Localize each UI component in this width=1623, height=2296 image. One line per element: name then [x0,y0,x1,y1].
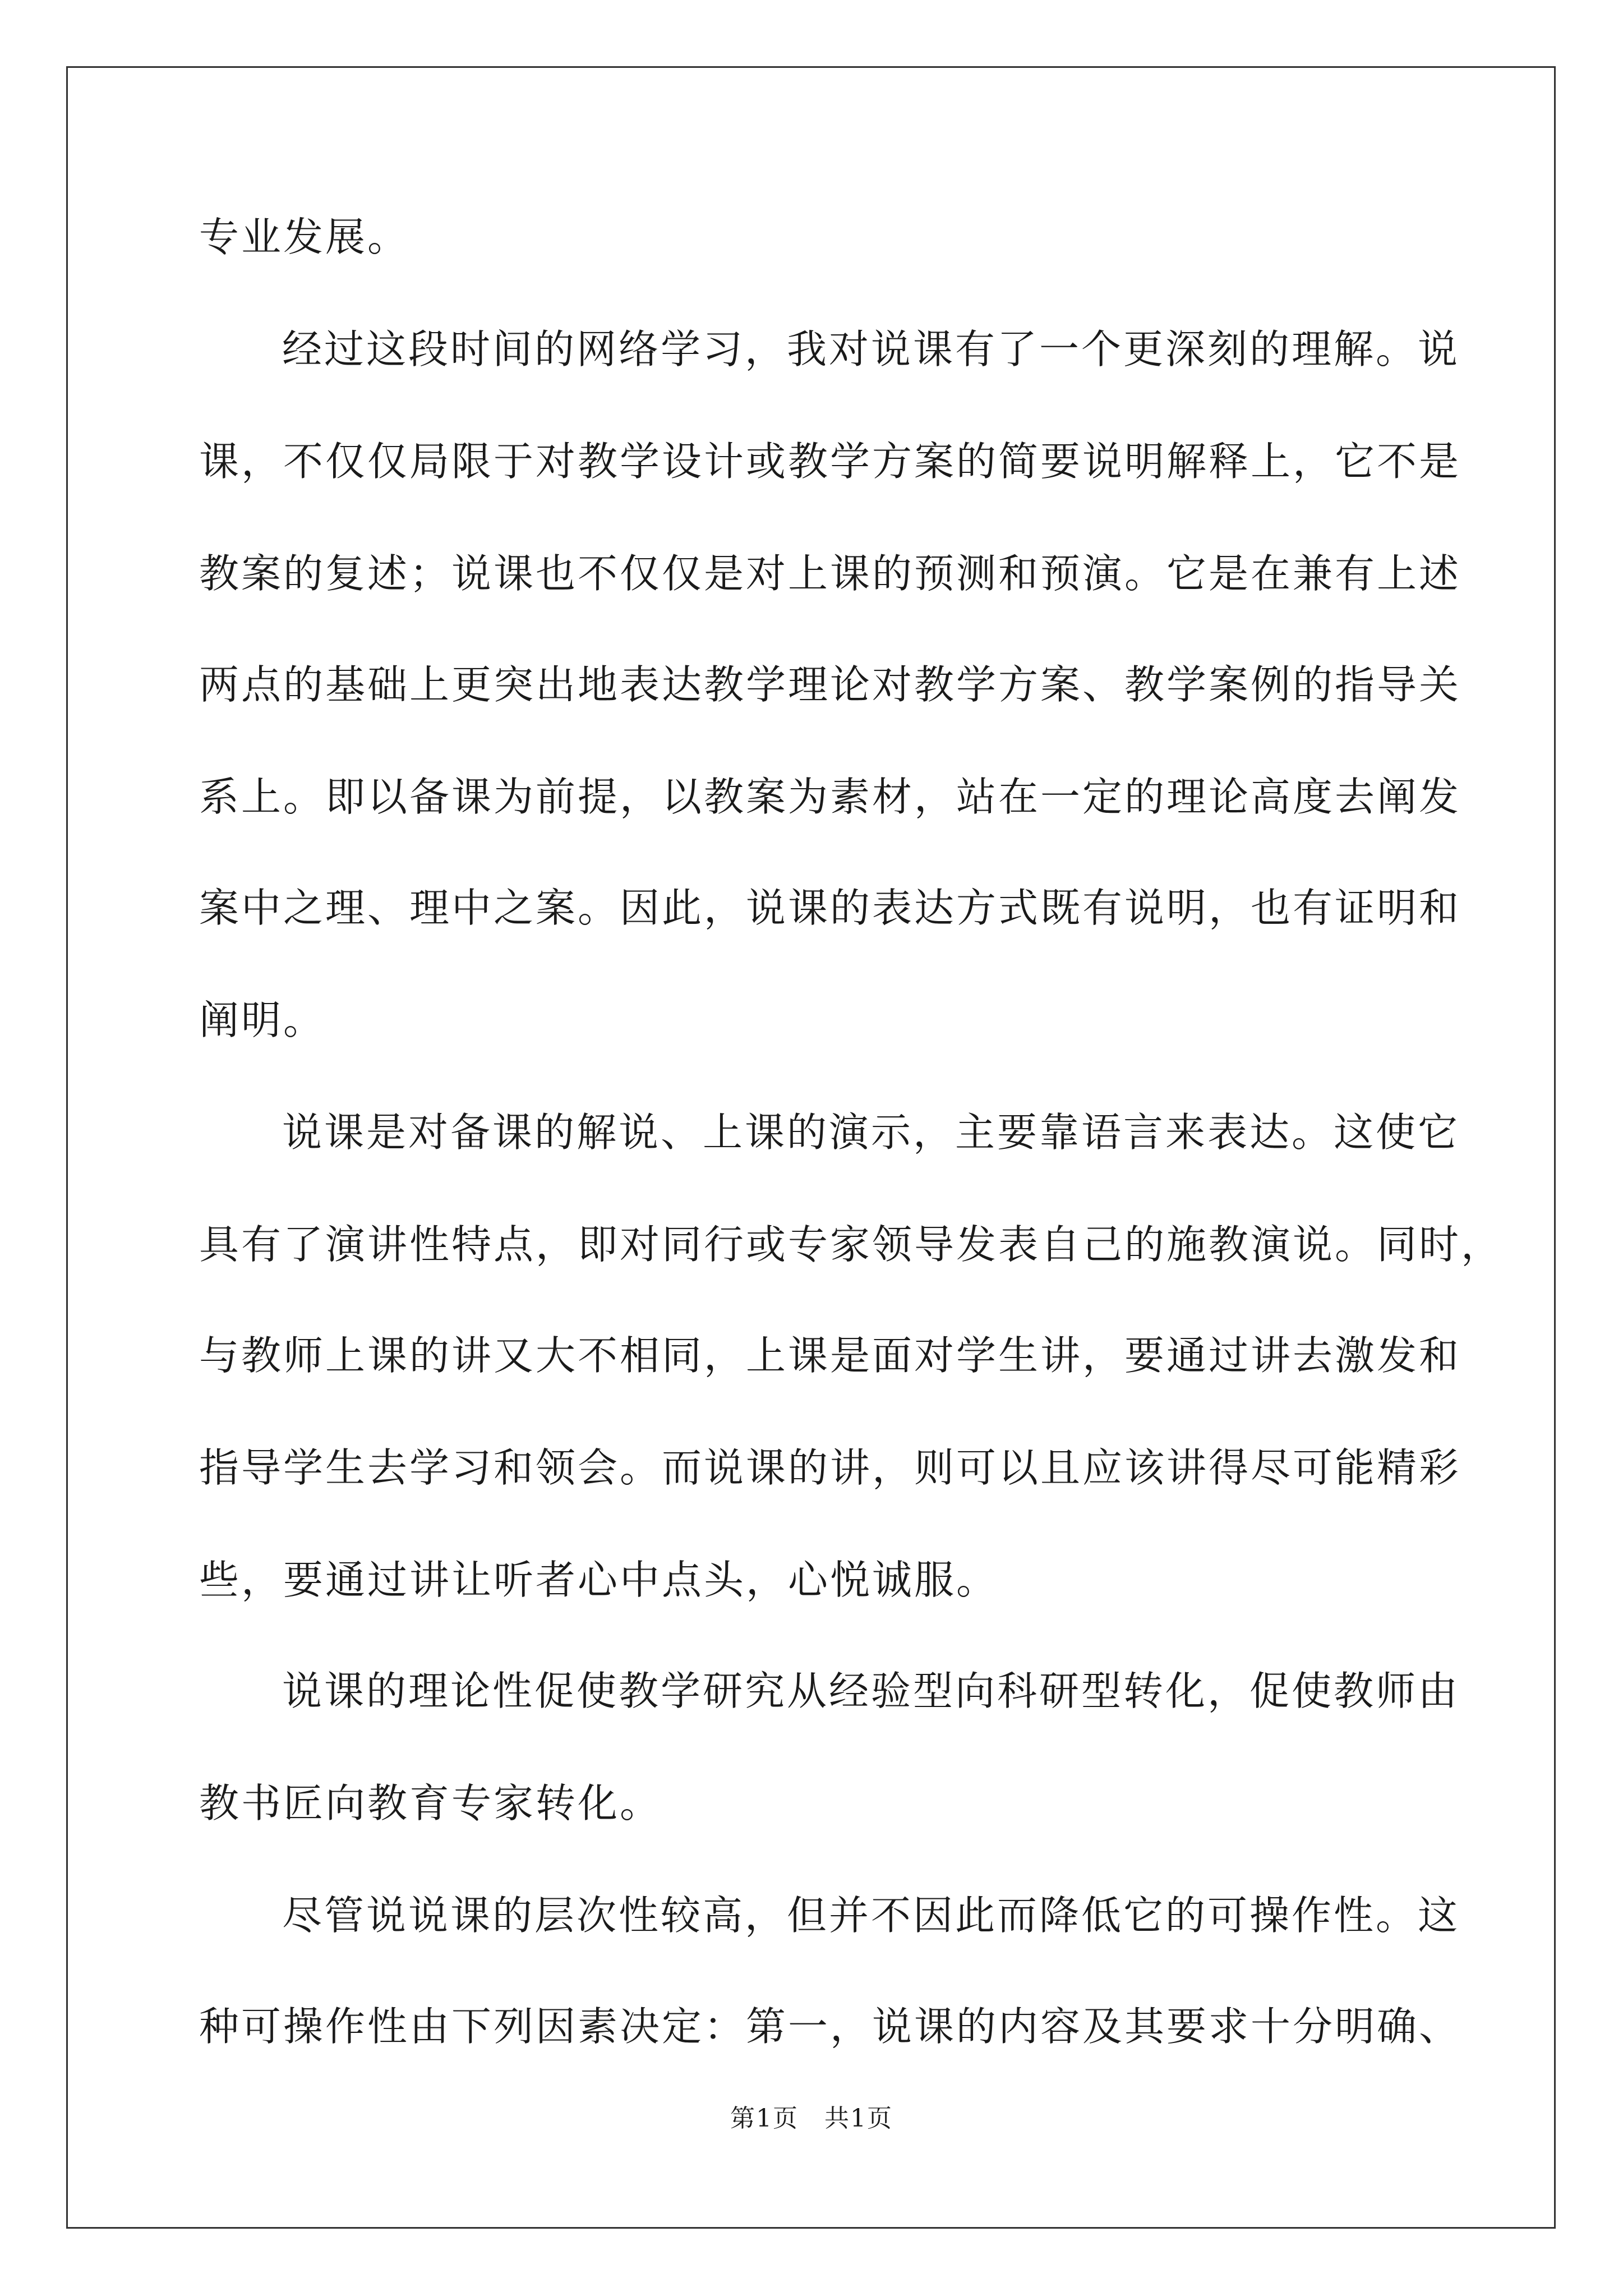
text-line: 些，要通过讲让听者心中点头，心悦诚服。 [199,1557,999,1603]
text-line: 种可操作性由下列因素决定：第一，说课的内容及其要求十分明确、 [199,2003,1461,2050]
text-line: 案中之理、理中之案。因此，说课的表达方式既有说明，也有证明和 [199,885,1461,931]
text-line: 阐明。 [199,997,326,1043]
text-line: 教案的复述；说课也不仅仅是对上课的预测和预演。它是在兼有上述 [199,550,1461,597]
text-line: 尽管说说课的层次性较高，但并不因此而降低它的可操作性。这 [282,1892,1460,1939]
text-line: 专业发展。 [199,214,410,260]
text-line: 说课的理论性促使教学研究从经验型向科研型转化，促使教师由 [282,1668,1460,1714]
text-line: 系上。即以备课为前提，以教案为素材，站在一定的理论高度去阐发 [199,774,1461,820]
text-line: 课，不仅仅局限于对教学设计或教学方案的简要说明解释上，它不是 [199,438,1461,485]
text-line: 教书匠向教育专家转化。 [199,1780,662,1826]
text-line: 两点的基础上更突出地表达教学理论对教学方案、教学案例的指导关 [199,661,1461,708]
text-line: 指导学生去学习和领会。而说课的讲，则可以且应该讲得尽可能精彩 [199,1444,1461,1491]
text-line: 具有了演讲性特点，即对同行或专家领导发表自己的施教演说。同时， [199,1221,1504,1268]
page-footer: 第1页 共1页 [730,2104,893,2133]
text-line: 与教师上课的讲又大不相同，上课是面对学生讲，要通过讲去激发和 [199,1332,1461,1379]
text-line: 经过这段时间的网络学习，我对说课有了一个更深刻的理解。说 [282,326,1460,372]
text-line: 说课是对备课的解说、上课的演示，主要靠语言来表达。这使它 [282,1109,1460,1156]
